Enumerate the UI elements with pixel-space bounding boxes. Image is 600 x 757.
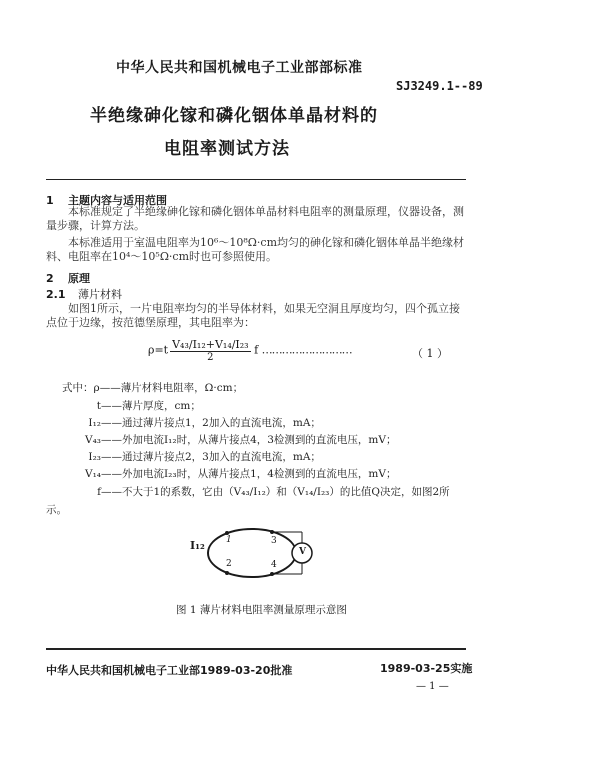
- footer-divider: [46, 648, 466, 650]
- effective-date: 1989-03-25实施: [380, 662, 473, 675]
- standard-issuer: 中华人民共和国机械电子工业部部标准: [116, 60, 363, 76]
- approval-line: 中华人民共和国机械电子工业部1989-03-20批准: [46, 664, 293, 677]
- definition-continuation: 示。: [46, 504, 67, 516]
- contact-label-4: 4: [271, 560, 277, 570]
- section-1-paragraph-2: 本标准适用于室温电阻率为10⁶～10⁸Ω·cm均匀的砷化镓和磷化铟体单晶半绝缘材料、电阻率在10⁴～10⁵Ω·cm时也可参照使用。: [46, 236, 465, 263]
- definition-v43: V₄₃——外加电流I₁₂时，从薄片接点4，3检测到的直流电压，mV；: [84, 434, 397, 446]
- standard-code: SJ3249.1--89: [396, 79, 483, 93]
- subsection-2-1-heading: 2.1 薄片材料: [46, 288, 122, 301]
- document-title-line2: 电阻率测试方法: [164, 139, 290, 159]
- definition-f: f——不大于1的系数，它由（V₄₃/I₁₂）和（V₁₄/I₂₃）的比值Q决定，如图2所: [97, 486, 450, 498]
- figure-1-diagram: [180, 525, 340, 585]
- sample-outline: [208, 529, 296, 577]
- definition-i23: I₂₃——通过薄片接点2，3加入的直流电流，mA；: [88, 451, 321, 463]
- document-title-line1: 半绝缘砷化镓和磷化铟体单晶材料的: [90, 106, 378, 126]
- page-number: — 1 —: [416, 681, 449, 692]
- equation-number: （ 1 ）: [412, 347, 448, 360]
- current-label: I₁₂: [190, 539, 205, 552]
- resistivity-formula: ρ=t $\frac{\text{V₄₃/I₁₂+V₁₄/I₂₃}}{2}$ f ………………………: [148, 338, 352, 363]
- formula-fraction: $\frac{\text{V₄₃/I₁₂+V₁₄/I₂₃}}{2}$: [172, 338, 249, 363]
- definition-i12: I₁₂——通过薄片接点1，2加入的直流电流，mA；: [88, 417, 321, 429]
- definition-rho: 式中：ρ——薄片材料电阻率，Ω·cm；: [62, 382, 244, 394]
- contact-2: [225, 571, 229, 575]
- section-1-paragraph-1: 本标准规定了半绝缘砷化镓和磷化铟体单晶材料电阻率的测量原理，仪器设备，测量步骤，计算方法。: [46, 205, 464, 232]
- definition-t: t——薄片厚度，cm；: [96, 400, 201, 412]
- contact-label-1: 1: [226, 535, 232, 545]
- definition-v14: V₁₄——外加电流I₂₃时，从薄片接点1，4检测到的直流电压，mV；: [84, 468, 397, 480]
- section-1-heading: 1 主题内容与适用范围: [46, 194, 167, 207]
- contact-label-2: 2: [226, 559, 232, 569]
- header-divider: [46, 179, 466, 180]
- subsection-2-1-paragraph: 如图1所示，一片电阻率均匀的半导体材料，如果无空洞且厚度均匀，四个孤立接点位于边缘，按范德堡原理，其电阻率为：: [46, 302, 460, 329]
- contact-label-3: 3: [271, 536, 277, 546]
- figure-1-caption: 图 1 薄片材料电阻率测量原理示意图: [176, 604, 347, 616]
- contact-3: [270, 530, 274, 534]
- section-2-heading: 2 原理: [46, 272, 90, 285]
- contact-4: [270, 572, 274, 576]
- voltmeter-label: V: [299, 547, 306, 557]
